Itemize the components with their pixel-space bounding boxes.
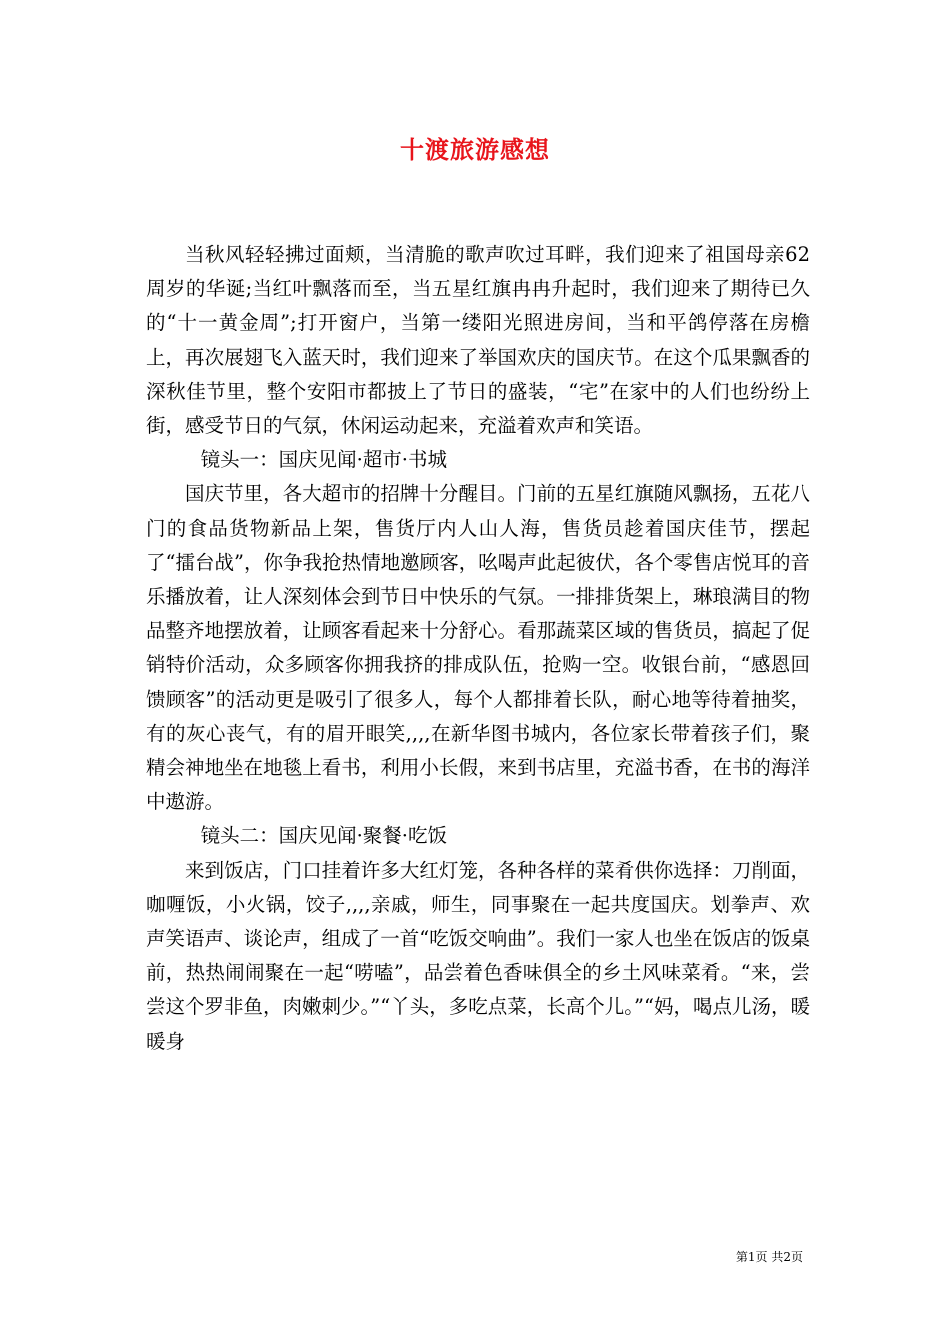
- page-title: 十渡旅游感想: [400, 135, 550, 164]
- paragraph-dinner: 来到饭店，门口挂着许多大红灯笼，各种各样的菜肴供你选择：刀削面，咖喱饭，小火锅，饺子,,,,亲戚，师生，同事聚在一起共度国庆。划拳声、欢声笑语声、谈论声，组成了一首“吃饭交响曲”。我们一家人也坐在饭店的饭桌前，热热闹闹聚在一起“唠嗑”，品尝着色香味俱全的乡土风味菜肴。“来，尝尝这个罗非鱼，肉嫩刺少。”“丫头，多吃点菜，长高个儿。”“妈，喝点儿汤，暖暖身: [146, 858, 810, 1053]
- paragraph-intro: 当秋风轻轻拂过面颊，当清脆的歌声吹过耳畔，我们迎来了祖国母亲62周岁的华诞;当红叶飘落而至，当五星红旗冉冉升起时，我们迎来了期待已久的“十一黄金周”;打开窗户，当第一缕阳光照进房间，当和平鸽停落在房檐上，再次展翅飞入蓝天时，我们迎来了举国欢庆的国庆节。在这个瓜果飘香的深秋佳节里，整个安阳市都披上了节日的盛装，“宅”在家中的人们也纷纷上街，感受节日的气氛，休闲运动起来，充溢着欢声和笑语。: [146, 243, 810, 438]
- page-number: 第1页 共2页: [735, 1250, 803, 1264]
- section-heading-2: 镜头二：国庆见闻·聚餐·吃饭: [200, 824, 447, 848]
- paragraph-supermarket: 国庆节里，各大超市的招牌十分醒目。门前的五星红旗随风飘扬，五花八门的食品货物新品上架，售货厅内人山人海，售货员趁着国庆佳节，摆起了“擂台战”，你争我抢热情地邀顾客，吆喝声此起彼伏，各个零售店悦耳的音乐播放着，让人深刻体会到节日中快乐的气氛。一排排货架上，琳琅满目的物品整齐地摆放着，让顾客看起来十分舒心。看那蔬菜区域的售货员，搞起了促销特价活动，众多顾客你拥我挤的排成队伍，抢购一空。收银台前，“感恩回馈顾客”的活动更是吸引了很多人，每个人都排着长队，耐心地等待着抽奖，有的灰心丧气，有的眉开眼笑,,,,在新华图书城内，各位家长带着孩子们，聚精会神地坐在地毯上看书，利用小长假，来到书店里，充溢书香，在书的海洋中遨游。: [146, 482, 810, 814]
- section-heading-1: 镜头一：国庆见闻·超市·书城: [200, 448, 447, 472]
- document-body: [146, 238, 810, 1059]
